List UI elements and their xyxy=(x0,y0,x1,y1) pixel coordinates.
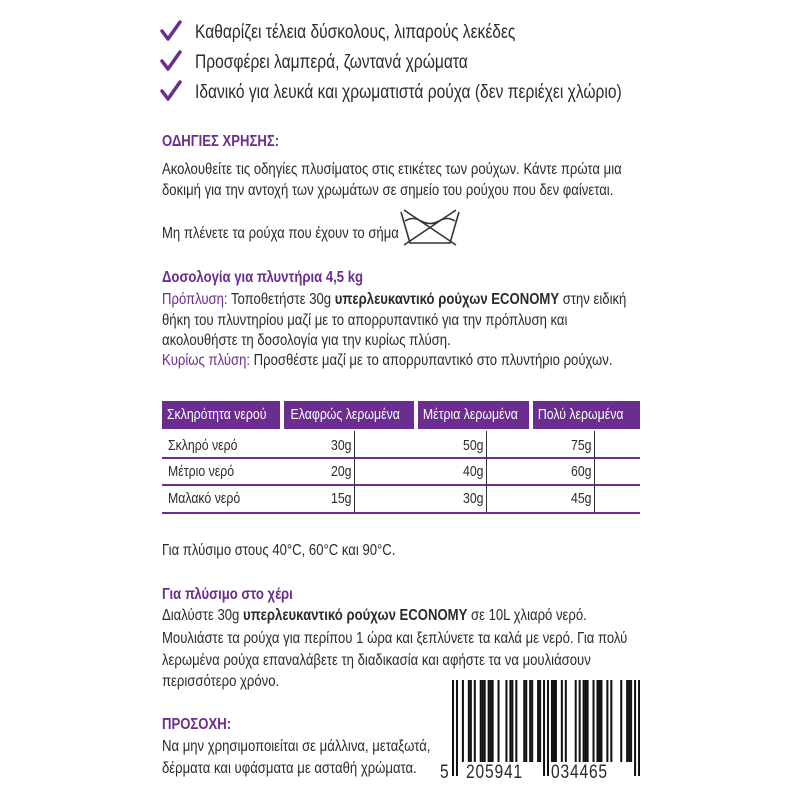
barcode-bar xyxy=(484,680,486,762)
barcode-bar xyxy=(490,680,492,762)
product-name: υπερλευκαντικό ρούχων ECONOMY xyxy=(334,291,560,308)
checkmark-icon xyxy=(160,50,182,72)
table-cell: 15g xyxy=(331,490,352,507)
barcode-bar xyxy=(587,680,589,762)
barcode-bar xyxy=(575,680,577,762)
table-cell: 30g xyxy=(463,490,484,507)
do-not-wash-text: Μη πλένετε τα ρούχα που έχουν το σήμα xyxy=(162,225,399,242)
barcode-bar xyxy=(565,680,567,762)
handwash-line: Μουλιάστε τα ρούχα για περίπου 1 ώρα και ξεπλύνετε τα καλά με νερό. Για πολύ xyxy=(162,630,628,647)
table-cell: 20g xyxy=(331,463,352,480)
barcode-bar xyxy=(505,680,507,762)
barcode-first-digit: 5 xyxy=(440,762,449,783)
instructions-line: δοκιμή για την αντοχή των χρωμάτων σε σημείο του ρούχου που δεν φαίνεται. xyxy=(162,182,614,199)
barcode-bar xyxy=(579,680,581,762)
prewash-paragraph xyxy=(162,290,728,310)
barcode-bar xyxy=(547,680,549,776)
do-not-wash-icon xyxy=(398,207,462,247)
barcode-bar xyxy=(630,680,632,762)
barcode-bar xyxy=(537,680,539,762)
barcode-bar xyxy=(551,680,553,762)
barcode-bar xyxy=(515,680,517,762)
barcode-bar xyxy=(456,680,458,776)
barcode-bar xyxy=(492,680,494,762)
table-cell: 40g xyxy=(463,463,484,480)
barcode-right-digits: 034465 xyxy=(551,762,608,783)
table-cell: 50g xyxy=(463,437,484,454)
barcode-bar xyxy=(600,680,602,762)
barcode-bar xyxy=(468,680,470,762)
barcode-bar xyxy=(523,680,525,762)
barcode-bar xyxy=(525,680,527,762)
benefit-item: Προσφέρει λαμπερά, ζωντανά χρώματα xyxy=(195,52,468,73)
table-header-cell: Πολύ λερωμένα xyxy=(533,401,640,429)
checkmark-icon xyxy=(160,80,182,102)
table-cell: Σκληρό νερό xyxy=(168,437,238,454)
barcode-bar xyxy=(509,680,511,762)
barcode-bar xyxy=(606,680,608,762)
caution-line: Να μην χρησιμοποιείται σε μάλλινα, μεταξωτά, xyxy=(162,738,431,755)
caution-line: δέρματα και υφάσματα με ασταθή χρώματα. xyxy=(162,760,417,777)
table-cell: 45g xyxy=(571,490,592,507)
barcode-bar xyxy=(593,680,595,762)
barcode-bar xyxy=(585,680,587,762)
barcode-bar xyxy=(628,680,630,762)
barcode-bar xyxy=(529,680,531,762)
handwash-line xyxy=(162,606,680,626)
barcode-bar xyxy=(498,680,500,762)
table-header-cell: Ελαφρώς λερωμένα xyxy=(284,401,414,429)
prewash-text: Τοποθετήστε 30g xyxy=(227,291,335,308)
barcode-left-digits: 205941 xyxy=(466,762,523,783)
barcode-bar xyxy=(634,680,636,776)
caution-title: ΠΡΟΣΟΧΗ: xyxy=(162,716,232,733)
table-row-divider xyxy=(162,512,640,514)
barcode-bar xyxy=(561,680,563,762)
table-cell: 75g xyxy=(571,437,592,454)
table-header-cell: Σκληρότητα νερού xyxy=(162,401,280,429)
table-header-cell: Μέτρια λερωμένα xyxy=(418,401,529,429)
barcode-bar xyxy=(488,680,490,762)
barcode-bar xyxy=(543,680,545,776)
barcode-bar xyxy=(610,680,612,762)
table-cell: 60g xyxy=(571,463,592,480)
barcode-bar xyxy=(531,680,533,762)
table-cell: 30g xyxy=(331,437,352,454)
prewash-text: στην ειδική xyxy=(559,291,627,308)
barcode-bar xyxy=(553,680,555,762)
mainwash-paragraph xyxy=(162,351,711,371)
barcode-bar xyxy=(452,680,454,776)
barcode-bar xyxy=(638,680,640,776)
barcode-bar xyxy=(480,680,482,762)
table-row-divider xyxy=(162,484,640,486)
prewash-line: ακολουθήστε τη δοσολογία για την κυρίως πλύση. xyxy=(162,332,451,349)
dosage-title: Δοσολογία για πλυντήρια 4,5 kg xyxy=(162,269,364,286)
barcode-bar xyxy=(539,680,541,762)
table-row-divider xyxy=(162,457,640,459)
barcode-bar xyxy=(482,680,484,762)
mainwash-label: Κυρίως πλύση: xyxy=(162,352,251,369)
barcode-bar xyxy=(555,680,557,762)
instructions-title: ΟΔΗΓΙΕΣ ΧΡΗΣΗΣ: xyxy=(162,133,280,150)
product-name: υπερλευκαντικό ρούχων ECONOMY xyxy=(243,607,468,624)
checkmark-icon xyxy=(160,20,182,42)
benefit-item: Ιδανικό για λευκά και χρωματιστά ρούχα (δεν περιέχει χλώριο) xyxy=(195,82,622,103)
table-cell: Μέτριο νερό xyxy=(168,463,235,480)
benefit-item: Καθαρίζει τέλεια δύσκολους, λιπαρούς λεκέδες xyxy=(195,22,516,43)
instructions-line: Ακολουθείτε τις οδηγίες πλυσίματος στις ετικέτες των ρούχων. Κάντε πρώτα μια xyxy=(162,161,622,178)
prewash-label: Πρόπλυση: xyxy=(162,291,228,308)
barcode-bar xyxy=(596,680,598,762)
mainwash-text: Προσθέστε μαζί με το απορρυπαντικό στο πλυντήριο ρούχων. xyxy=(250,352,613,369)
table-cell: Μαλακό νερό xyxy=(168,490,241,507)
barcode-bar xyxy=(474,680,476,762)
handwash-text: σε 10L χλιαρό νερό. xyxy=(467,607,587,624)
barcode-bar xyxy=(462,680,464,762)
temperatures-text: Για πλύσιμο στους 40°C, 60°C και 90°C. xyxy=(162,542,396,559)
barcode-bar xyxy=(511,680,513,762)
barcode-bar xyxy=(598,680,600,762)
handwash-line: λερωμένα ρούχα επαναλάβετε τη διαδικασία και αφήστε τα να μουλιάσουν xyxy=(162,652,591,669)
barcode-bar xyxy=(470,680,472,762)
prewash-line: θήκη του πλυντηρίου μαζί με το απορρυπαντικό για την πρόπλυση και xyxy=(162,312,568,329)
barcode-bar xyxy=(620,680,622,762)
barcode-bar xyxy=(583,680,585,762)
handwash-text: Διαλύστε 30g xyxy=(162,607,244,624)
barcode-bar xyxy=(626,680,628,762)
handwash-title: Για πλύσιμο στο χέρι xyxy=(162,586,293,603)
handwash-line: περισσότερο χρόνο. xyxy=(162,673,280,690)
